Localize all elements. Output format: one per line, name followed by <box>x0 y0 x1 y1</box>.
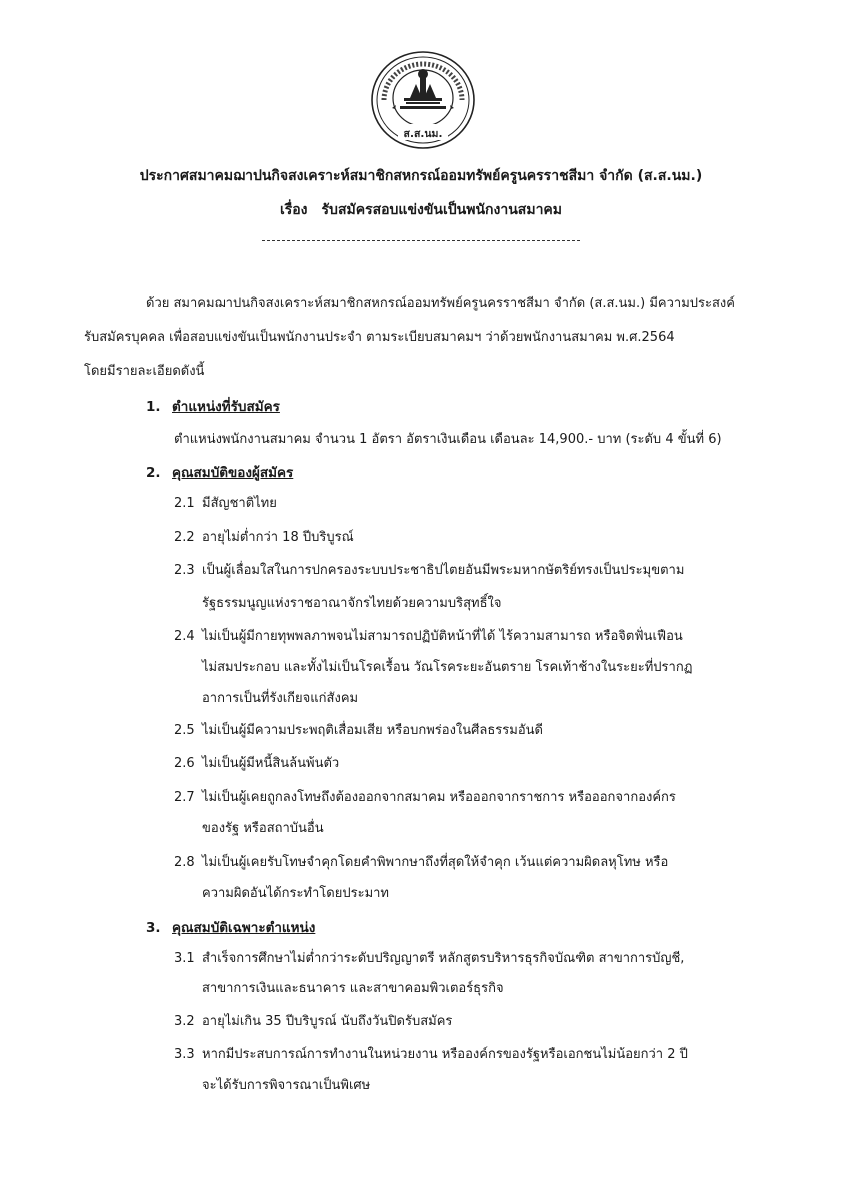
seal-abbreviation: ส.ส.นม. <box>403 128 443 140</box>
intro-line-1: ด้วย สมาคมฌาปนกิจสงเคราะห์สมาชิกสหกรณ์ออมทรัพย์ครูนครราชสีมา จำกัด (ส.ส.นม.) มีความประสงค์ <box>146 296 735 311</box>
section-number: 1. <box>146 399 161 415</box>
subject-text: รับสมัครสอบแข่งขันเป็นพนักงานสมาคม <box>321 202 563 218</box>
announcement-title: ประกาศสมาคมฌาปนกิจสงเคราะห์สมาชิกสหกรณ์ออมทรัพย์ครูนครราชสีมา จำกัด (ส.ส.นม.) <box>139 168 703 184</box>
section-label: คุณสมบัติเฉพาะตำแหน่ง <box>172 920 316 936</box>
list-item-2-2: 2.2 อายุไม่ต่ำกว่า 18 ปีบริบูรณ์ <box>174 530 354 545</box>
dashed-divider <box>262 240 580 241</box>
subject-lead: เรื่อง <box>279 202 308 218</box>
list-item-3-2: 3.2 อายุไม่เกิน 35 ปีบริบูรณ์ นับถึงวันปิดรับสมัคร <box>174 1014 453 1029</box>
list-item-2-3-cont: รัฐธรรมนูญแห่งราชอาณาจักรไทยด้วยความบริสุทธิ์ใจ <box>202 596 502 611</box>
list-item-2-3: 2.3 เป็นผู้เลื่อมใสในการปกครองระบบประชาธิปไตยอันมีพระมหากษัตริย์ทรงเป็นประมุขตาม <box>174 563 685 578</box>
position-detail: ตำแหน่งพนักงานสมาคม จำนวน 1 อัตรา อัตราเงินเดือน เดือนละ 14,900.- บาท (ระดับ 4 ขั้นที่ 6) <box>174 432 722 447</box>
list-item-3-3-cont: จะได้รับการพิจารณาเป็นพิเศษ <box>202 1078 371 1093</box>
section-number: 2. <box>146 465 161 481</box>
list-item-2-4-cont-2: อาการเป็นที่รังเกียจแก่สังคม <box>202 691 359 706</box>
section-number: 3. <box>146 920 161 936</box>
list-item-2-4-cont-1: ไม่สมประกอบ และทั้งไม่เป็นโรคเรื้อน วัณโรคระยะอันตราย โรคเท้าช้างในระยะที่ปรากฏ <box>202 660 693 675</box>
association-seal-icon <box>370 50 476 150</box>
announcement-subject <box>0 200 842 220</box>
list-item-3-3: 3.3 หากมีประสบการณ์การทำงานในหน่วยงาน หรือองค์กรของรัฐหรือเอกชนไม่น้อยกว่า 2 ปี <box>174 1047 688 1062</box>
section-2-heading <box>146 463 293 483</box>
section-3-heading <box>146 918 315 938</box>
list-item-3-1: 3.1 สำเร็จการศึกษาไม่ต่ำกว่าระดับปริญญาตรี หลักสูตรบริหารธุรกิจบัณฑิต สาขาการบัญชี, <box>174 951 685 966</box>
list-item-2-7: 2.7 ไม่เป็นผู้เคยถูกลงโทษถึงต้องออกจากสมาคม หรือออกจากราชการ หรือออกจากองค์กร <box>174 790 676 805</box>
intro-line-2: รับสมัครบุคคล เพื่อสอบแข่งขันเป็นพนักงานประจำ ตามระเบียบสมาคมฯ ว่าด้วยพนักงานสมาคม พ.ศ.2564 <box>84 330 675 345</box>
list-item-2-8-cont: ความผิดอันได้กระทำโดยประมาท <box>202 886 390 901</box>
section-1-heading <box>146 397 280 417</box>
list-item-2-6: 2.6 ไม่เป็นผู้มีหนี้สินล้นพ้นตัว <box>174 756 340 771</box>
intro-line-3: โดยมีรายละเอียดดังนี้ <box>84 364 205 379</box>
section-label: ตำแหน่งที่รับสมัคร <box>172 399 280 415</box>
list-item-2-5: 2.5 ไม่เป็นผู้มีความประพฤติเสื่อมเสีย หรือบกพร่องในศีลธรรมอันดี <box>174 723 543 738</box>
list-item-2-8: 2.8 ไม่เป็นผู้เคยรับโทษจำคุกโดยคำพิพากษาถึงที่สุดให้จำคุก เว้นแต่ความผิดลหุโทษ หรือ <box>174 855 669 870</box>
list-item-2-7-cont: ของรัฐ หรือสถาบันอื่น <box>202 821 324 836</box>
list-item-3-1-cont: สาขาการเงินและธนาคาร และสาขาคอมพิวเตอร์ธุรกิจ <box>202 981 504 996</box>
list-item-2-4: 2.4 ไม่เป็นผู้มีกายทุพพลภาพจนไม่สามารถปฏิบัติหน้าที่ได้ ไร้ความสามารถ หรือจิตฟั่นเฟือน <box>174 629 683 644</box>
list-item-2-1: 2.1 มีสัญชาติไทย <box>174 496 277 511</box>
section-label: คุณสมบัติของผู้สมัคร <box>172 465 294 481</box>
